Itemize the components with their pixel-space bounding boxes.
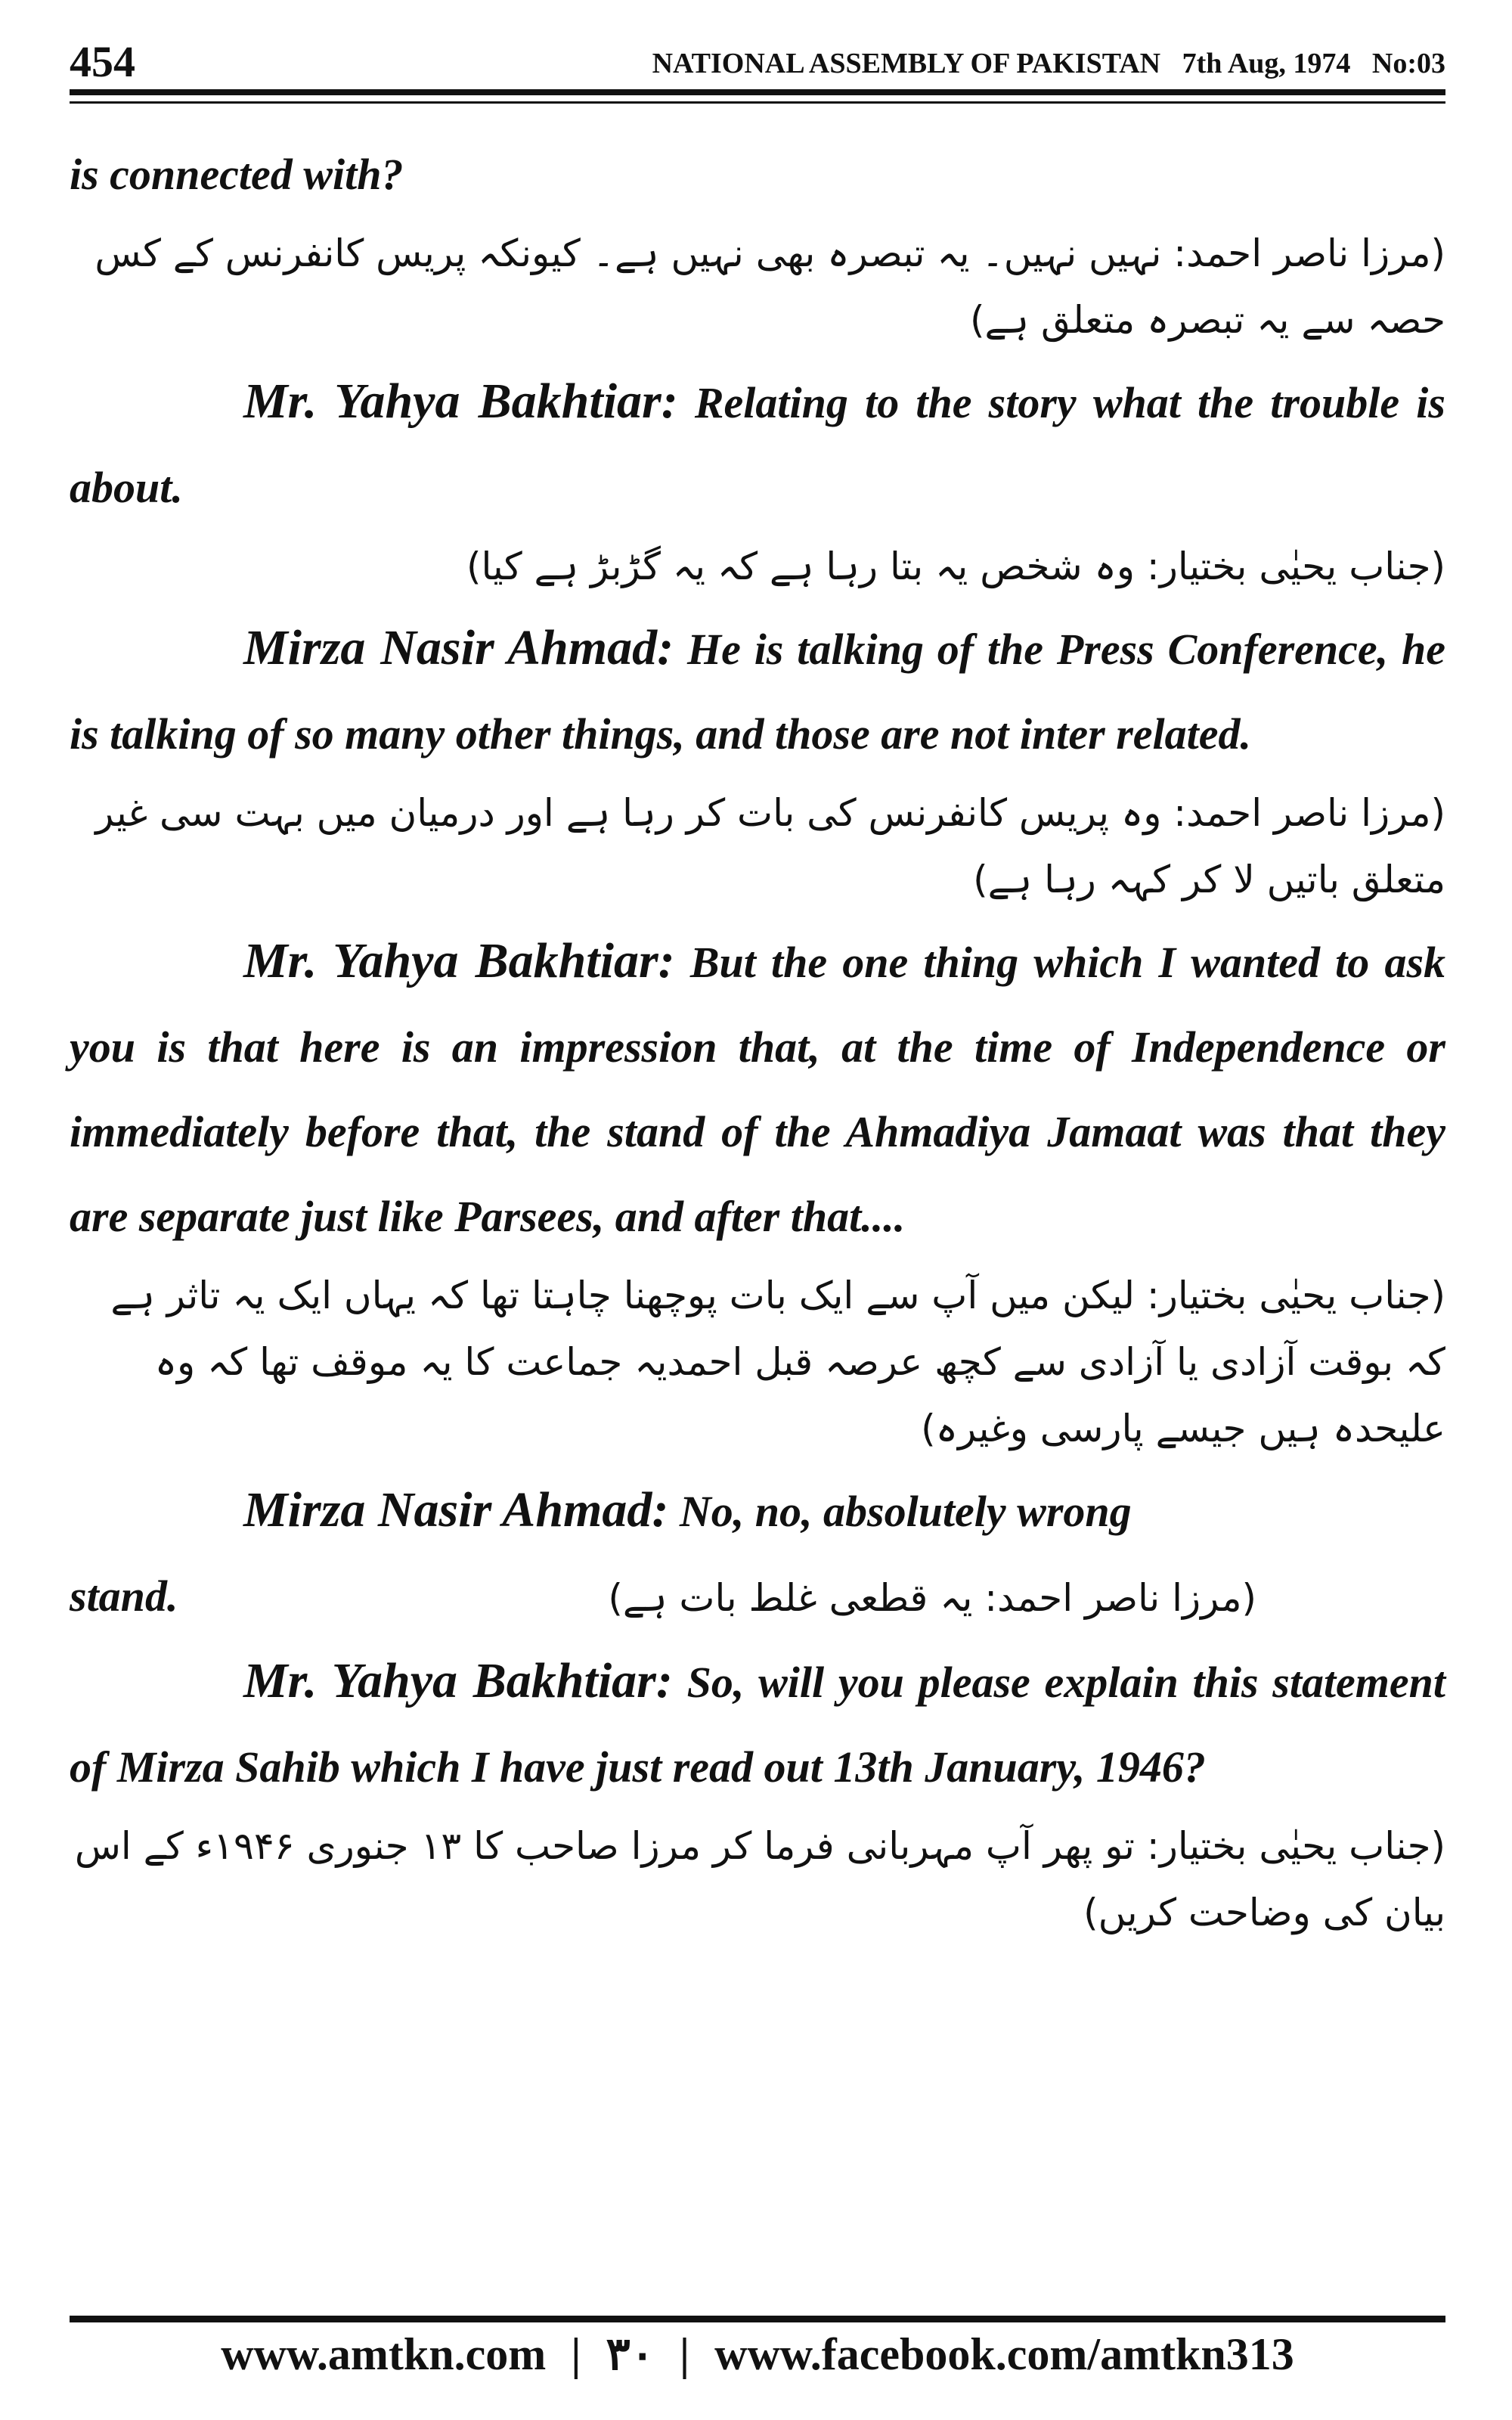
header-rule-thin (70, 101, 1445, 104)
paragraph-1-english: is connected with? (70, 150, 404, 199)
paragraph-3-urdu: (مرزا ناصر احمد: وہ پریس کانفرنس کی بات کر رہا ہے اور درمیان میں بہت سی غیر متعلق باتیں لا کر کہہ رہا ہے) (95, 791, 1445, 901)
speaker-name: Mr. Yahya Bakhtiar: (243, 933, 675, 988)
speaker-name: Mirza Nasir Ahmad: (243, 1482, 669, 1537)
paragraph-4-urdu: (جناب یحیٰی بختیار: لیکن میں آپ سے ایک بات پوچھنا چاہتا تھا کہ یہاں ایک یہ تاثر ہے کہ بوقت آزادی یا آزادی سے کچھ عرصہ قبل احمدیہ جماعت کا یہ موقف تھا کہ وہ علیحدہ ہیں جیسے پارسی وغیرہ) (110, 1274, 1445, 1450)
facebook-link[interactable]: www.facebook.com/amtkn313 (714, 2329, 1294, 2379)
paragraph-1-urdu: (مرزا ناصر احمد: نہیں نہیں۔ یہ تبصرہ بھی نہیں ہے۔ کیونکہ پریس کانفرنس کے کس حصہ سے یہ تبصرہ متعلق ہے) (94, 231, 1445, 342)
paragraph-4-english (70, 919, 1445, 1259)
speech-text: He is talking of the Press Conference, he is talking of so many other things, and those are not inter related. (70, 625, 1446, 759)
footer-separator-right: | (679, 2329, 690, 2379)
paragraph-2-english (70, 359, 1445, 530)
website-link[interactable]: www.amtkn.com (221, 2329, 547, 2379)
speech-text: So, will you please explain this statement of Mirza Sahib which I have just read out 13th January, 1946? (70, 1658, 1446, 1792)
footer-page-marker: ۳۰ (606, 2329, 655, 2379)
header-rule-thick (70, 89, 1445, 95)
page-number: 454 (70, 37, 135, 86)
paragraph-5-continuation (70, 1554, 1445, 1639)
paragraph-5-urdu: (مرزا ناصر احمد: یہ قطعی غلط بات ہے) (608, 1576, 1256, 1620)
paragraph-3-english (70, 606, 1445, 777)
running-head: NATIONAL ASSEMBLY OF PAKISTAN 7th Aug, 1974 No:03 (652, 48, 1445, 79)
speaker-name: Mirza Nasir Ahmad: (243, 620, 674, 675)
speech-text: No, no, absolutely wrong (679, 1487, 1132, 1536)
paragraph-6-urdu: (جناب یحیٰی بختیار: تو پھر آپ مہربانی فرما کر مرزا صاحب کا ۱۳ جنوری ۱۹۴۶ء کے اس بیان کی وضاحت کریں) (74, 1824, 1445, 1934)
paragraph-6-english (70, 1639, 1445, 1810)
footer-separator-left: | (571, 2329, 581, 2379)
speaker-name: Mr. Yahya Bakhtiar: (243, 1653, 673, 1708)
speech-text: Relating to the story what the trouble is about. (70, 378, 1445, 512)
paragraph-5-english (70, 1468, 1445, 1554)
speaker-name: Mr. Yahya Bakhtiar: (243, 374, 678, 429)
paragraph-2-urdu: (جناب یحیٰی بختیار: وہ شخص یہ بتا رہا ہے کہ یہ گڑبڑ ہے کیا) (466, 544, 1445, 588)
page-header (70, 36, 1445, 85)
speech-text-end: stand. (70, 1571, 178, 1621)
speech-text: But the one thing which I wanted to ask you is that here is an impression that, at the time of Independence or immediately before that, the stand of the Ahmadiya Jamaat was that they are separate just like Parsees, and after that.... (70, 938, 1446, 1241)
footer-rule (70, 2316, 1445, 2322)
transcript-body (70, 132, 1445, 1952)
page-footer (70, 2328, 1445, 2381)
